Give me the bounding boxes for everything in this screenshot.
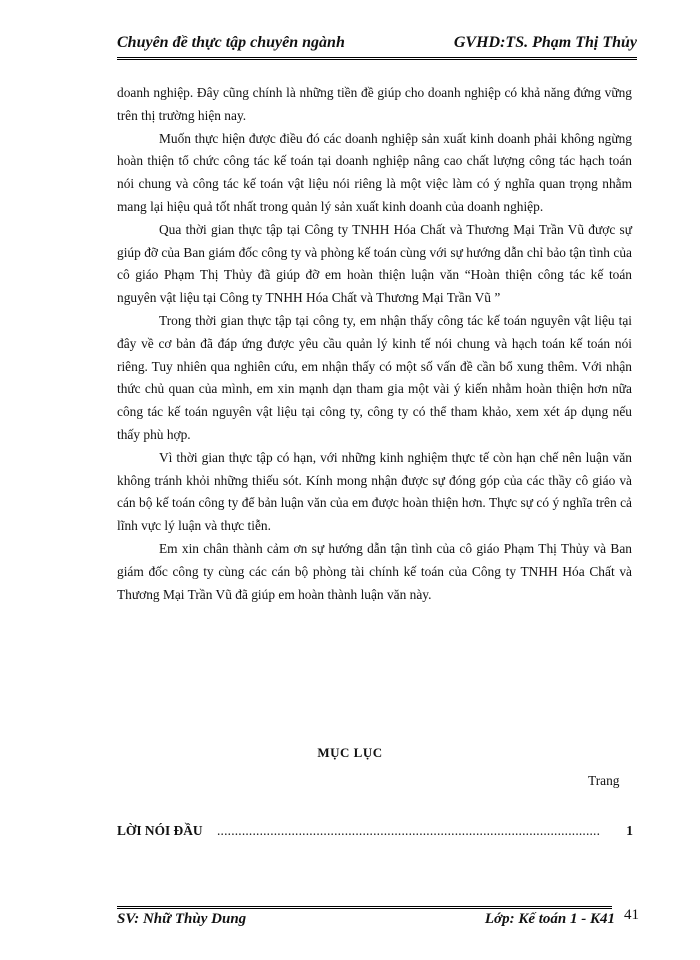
paragraph: doanh nghiệp. Đây cũng chính là những tiền đề giúp cho doanh nghiệp có khả năng đứng vững trên thị trường hiện nay. [117,85,632,123]
document-body [117,82,632,606]
toc-entry-page: 1 [626,823,633,838]
toc-entry-leader: ............................................................................................................ [217,823,601,838]
page-number: 41 [624,907,639,923]
toc-page-column-label: Trang [588,773,620,788]
toc-title: MỤC LỤC [317,745,383,760]
paragraph: Trong thời gian thực tập tại công ty, em nhận thấy công tác kế toán nguyên vật liệu tại đây về cơ bản đã đáp ứng được yêu cầu quản lý kinh tế nói chung và hạch toán kế toán nói riêng. Tuy nhiên qua nghiên cứu, em nhận thấy có một số vấn đề cần bổ xung thêm. Với nhận thức chủ quan của mình, em xin mạnh dạn tham gia một vài ý kiến nhằm hoàn thiện hơn nữa công tác kế toán nguyên vật liệu tại công ty, công ty có thể tham khảo, xem xét áp dụng nếu thấy phù hợp. [117,312,632,442]
footer-student: SV: Nhữ Thùy Dung [117,911,247,927]
header-course-title: Chuyên đề thực tập chuyên ngành [117,34,345,51]
header-supervisor: GVHD:TS. Phạm Thị Thủy [453,34,637,51]
footer-divider [117,906,612,909]
footer-class: Lớp: Kế toán 1 - K41 [484,911,615,927]
toc-entry[interactable] [117,823,633,843]
paragraph: Muốn thực hiện được điều đó các doanh nghiệp sản xuất kinh doanh phải không ngừng hoàn thiện tổ chức công tác kế toán tại doanh nghiệp nâng cao chất lượng công tác hạch toán nói chung và công tác kế toán vật liệu nói riêng là một việc làm có ý nghĩa quan trọng nhằm mang lại hiệu quả tốt nhất trong quản lý sản xuất kinh doanh của doanh nghiệp. [117,130,632,214]
page-footer [117,907,639,933]
paragraph: Qua thời gian thực tập tại Công ty TNHH Hóa Chất và Thương Mại Trần Vũ được sự giúp đỡ của Ban giám đốc công ty và phòng kế toán cùng với sự hướng dẫn chỉ bảo tận tình của cô giáo Phạm Thị Thủy đã giúp đỡ em hoàn thiện luận văn “Hoàn thiện công tác kế toán nguyên vật liệu tại Công ty TNHH Hóa Chất và Thương Mại Trần Vũ ” [117,221,632,306]
header-divider [117,57,637,60]
paragraph: Vì thời gian thực tập có hạn, với những kinh nghiệm thực tế còn hạn chế nên luận văn không tránh khỏi những thiếu sót. Kính mong nhận được sự đóng góp của các thầy cô giáo và cán bộ kế toán công ty để bản luận văn của em được hoàn thiện hơn. Thực sự có ý nghĩa trên cả lĩnh vực lý luận và thực tiễn. [117,449,632,534]
page-header [117,34,637,56]
paragraph: Em xin chân thành cảm ơn sự hướng dẫn tận tình của cô giáo Phạm Thị Thủy và Ban giám đốc công ty cùng các cán bộ phòng tài chính kế toán của Công ty TNHH Hóa Chất và Thương Mại Trần Vũ đã giúp em hoàn thành luận văn này. [117,540,632,602]
toc-entry-label: LỜI NÓI ĐẦU [117,823,203,838]
